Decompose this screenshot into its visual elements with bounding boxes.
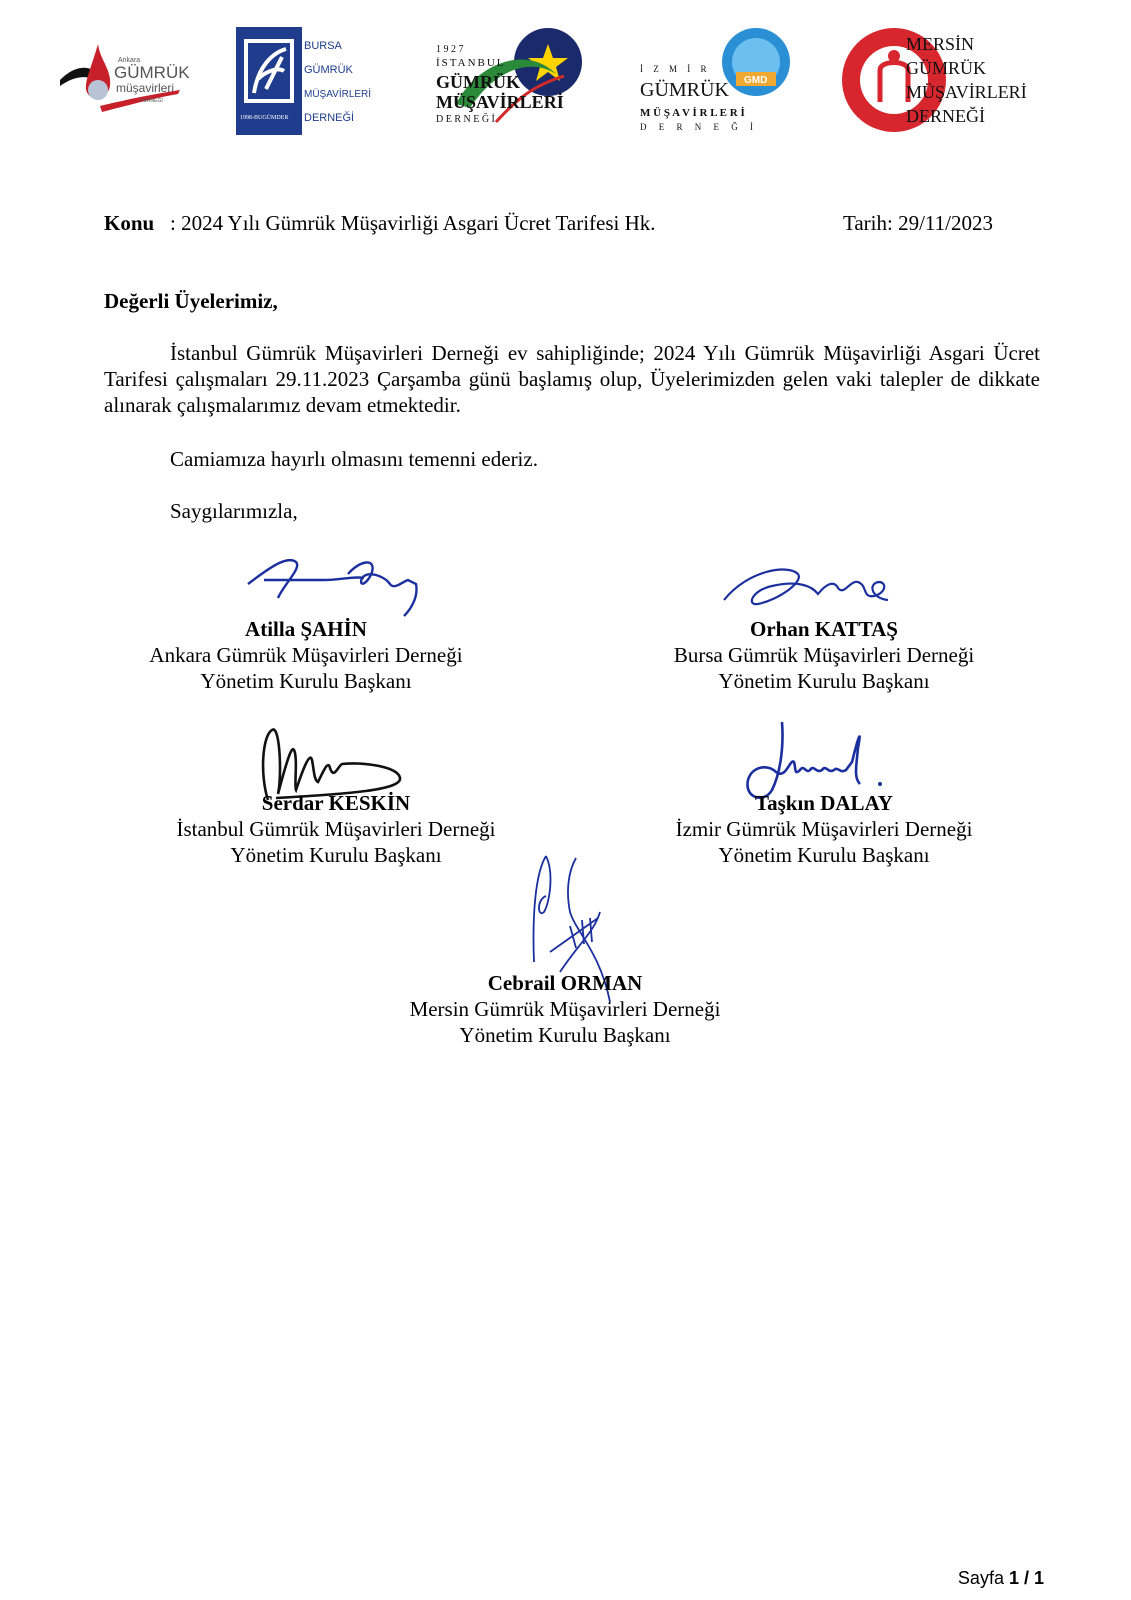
svg-text:GÜMRÜK: GÜMRÜK bbox=[304, 64, 353, 76]
svg-text:müşavirleri: müşavirleri bbox=[116, 81, 175, 95]
signatory-org: Bursa Gümrük Müşavirleri Derneği bbox=[673, 643, 975, 667]
svg-text:DERNEĞİ: DERNEĞİ bbox=[304, 112, 355, 124]
signatory-org: İzmir Gümrük Müşavirleri Derneği bbox=[675, 817, 973, 841]
body-paragraph: İstanbul Gümrük Müşavirleri Derneği ev sahipliğinde; 2024 Yılı Gümrük Müşavirliği Asgari Ücret Tarifesi çalışmaları 29.11.2023 Çarşamba günü başlamış olup, Üyelerimizden gelen vaki talepler de dikkate alınarak çalışmalarımız devam etmektedir. bbox=[104, 341, 1040, 417]
signature-2 bbox=[718, 560, 898, 620]
signatory-org: Mersin Gümrük Müşavirleri Derneği bbox=[409, 997, 721, 1021]
closing: Saygılarımızla, bbox=[170, 499, 298, 523]
bursa-logo bbox=[236, 27, 376, 135]
svg-text:GÜMRÜK: GÜMRÜK bbox=[114, 63, 190, 82]
page-number bbox=[958, 1568, 1044, 1589]
svg-text:1998-BUGÜMDER: 1998-BUGÜMDER bbox=[240, 115, 289, 121]
signatory-name: Atilla ŞAHİN bbox=[245, 617, 367, 641]
svg-text:D E R N E Ğ İ: D E R N E Ğ İ bbox=[436, 114, 495, 125]
signatory-title: Yönetim Kurulu Başkanı bbox=[718, 669, 930, 693]
svg-text:MÜŞAVİRLERİ: MÜŞAVİRLERİ bbox=[436, 92, 564, 112]
svg-text:BURSA: BURSA bbox=[304, 40, 342, 52]
signatory-title: Yönetim Kurulu Başkanı bbox=[459, 1023, 671, 1047]
body-paragraph-2: Camiamıza hayırlı olmasını temenni ederiz. bbox=[170, 447, 538, 471]
svg-text:İ Z M İ R: İ Z M İ R bbox=[640, 64, 711, 74]
svg-text:MÜŞAVİRLERİ: MÜŞAVİRLERİ bbox=[304, 89, 372, 100]
subject-text: : 2024 Yılı Gümrük Müşavirliği Asgari Ücret Tarifesi Hk. bbox=[170, 211, 656, 235]
izmir-logo bbox=[640, 26, 790, 136]
svg-text:GÜMRÜK: GÜMRÜK bbox=[436, 72, 520, 92]
signature-1 bbox=[244, 554, 444, 624]
svg-text:Ankara: Ankara bbox=[118, 57, 141, 64]
subject-label: Konu bbox=[104, 211, 155, 235]
signatory-title: Yönetim Kurulu Başkanı bbox=[200, 669, 412, 693]
svg-text:GMD: GMD bbox=[744, 75, 768, 86]
signatory-name: Orhan KATTAŞ bbox=[749, 617, 898, 641]
page-label: Sayfa bbox=[957, 1568, 1004, 1588]
signatory-name: Cebrail ORMAN bbox=[487, 971, 643, 995]
page-value: 1 / 1 bbox=[1008, 1568, 1044, 1588]
svg-text:GÜMRÜK: GÜMRÜK bbox=[640, 79, 729, 101]
salutation: Değerli Üyelerimiz, bbox=[104, 289, 278, 313]
svg-text:D E R N E Ğ İ: D E R N E Ğ İ bbox=[640, 122, 758, 132]
svg-text:1 9 2 7: 1 9 2 7 bbox=[436, 44, 464, 55]
svg-text:M Ü Ş A V İ R L E R İ: M Ü Ş A V İ R L E R İ bbox=[640, 107, 745, 119]
mersin-logo bbox=[842, 26, 1027, 134]
signatory-title: Yönetim Kurulu Başkanı bbox=[230, 843, 442, 867]
istanbul-logo bbox=[436, 24, 586, 132]
signatory-name: Serdar KESKİN bbox=[261, 791, 411, 815]
ankara-logo bbox=[54, 36, 194, 120]
svg-text:DERNEĞİ: DERNEĞİ bbox=[906, 106, 985, 126]
date-text: Tarih: 29/11/2023 bbox=[843, 211, 993, 235]
signatory-title: Yönetim Kurulu Başkanı bbox=[718, 843, 930, 867]
svg-text:MERSİN: MERSİN bbox=[906, 34, 975, 54]
svg-text:MÜŞAVİRLERİ: MÜŞAVİRLERİ bbox=[906, 82, 1027, 102]
svg-text:GÜMRÜK: GÜMRÜK bbox=[906, 58, 987, 78]
signatory-org: Ankara Gümrük Müşavirleri Derneği bbox=[149, 643, 463, 667]
svg-text:DERNEĞİ: DERNEĞİ bbox=[140, 98, 163, 104]
signatory-org: İstanbul Gümrük Müşavirleri Derneği bbox=[176, 817, 496, 841]
signatory-name: Taşkın DALAY bbox=[755, 791, 893, 815]
svg-text:İSTANBUL: İSTANBUL bbox=[436, 57, 506, 69]
